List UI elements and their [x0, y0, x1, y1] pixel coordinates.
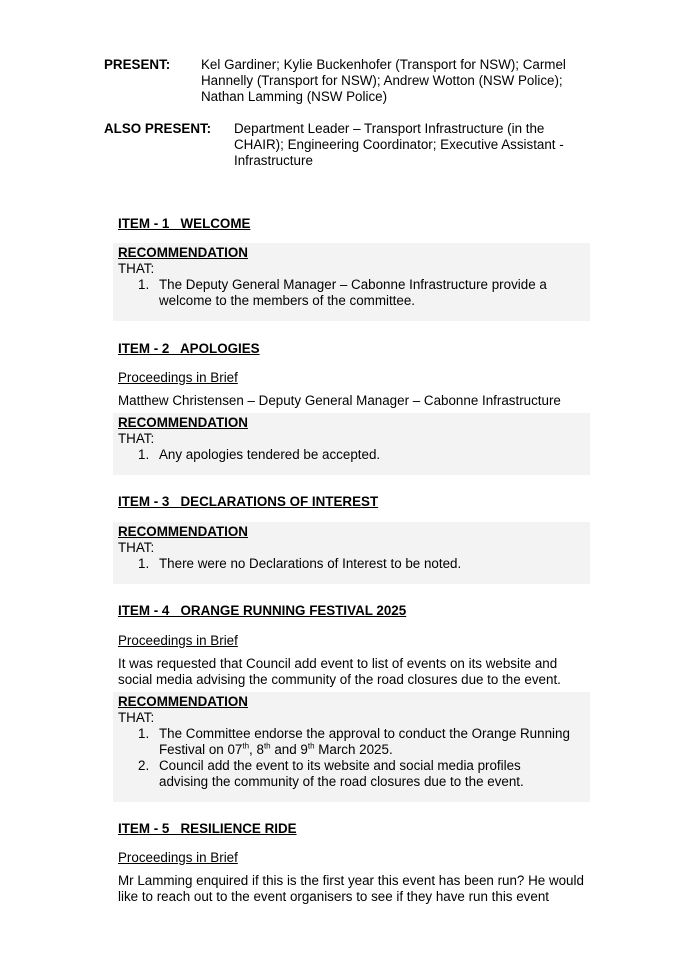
item-5-paragraph-line-2: like to reach out to the event organisers to see if they have run this event	[118, 889, 549, 904]
item-3-that: THAT:	[118, 540, 155, 555]
item-4-paragraph-line-2: social media advising the community of the road closures due to the event.	[118, 672, 561, 687]
item-2-that: THAT:	[118, 431, 155, 446]
item-1-point-1-line-1: The Deputy General Manager – Cabonne Infrastructure provide a	[159, 277, 547, 292]
also-present-label: ALSO PRESENT:	[104, 121, 212, 136]
item-4-point-1-line-1: The Committee endorse the approval to conduct the Orange Running	[159, 726, 570, 741]
item-5-proceedings-label: Proceedings in Brief	[118, 850, 238, 865]
item-3-point-1-line-1: There were no Declarations of Interest to be noted.	[159, 556, 462, 571]
present-line-2: Hannelly (Transport for NSW); Andrew Wotton (NSW Police);	[201, 73, 563, 88]
item-4-point-2-number: 2.	[138, 758, 150, 773]
item-5-heading: ITEM - 5 RESILIENCE RIDE	[118, 821, 297, 836]
item-1-that: THAT:	[118, 261, 155, 276]
item-2-recommendation-label: RECOMMENDATION	[118, 415, 248, 430]
item-1-heading: ITEM - 1 WELCOME	[118, 216, 251, 231]
present-line-3: Nathan Lamming (NSW Police)	[201, 89, 388, 104]
also-present-line-2: CHAIR); Engineering Coordinator; Executive Assistant -	[234, 137, 564, 152]
item-4-heading: ITEM - 4 ORANGE RUNNING FESTIVAL 2025	[118, 603, 407, 618]
item-1-point-1-number: 1.	[138, 277, 150, 292]
item-2-paragraph: Matthew Christensen – Deputy General Manager – Cabonne Infrastructure	[118, 393, 561, 408]
item-1-recommendation-label: RECOMMENDATION	[118, 245, 248, 260]
item-4-that: THAT:	[118, 710, 155, 725]
item-4-point-1-line-2: Festival on 07th, 8th and 9th March 2025.	[159, 741, 393, 757]
item-4-point-2-line-2: advising the community of the road closures due to the event.	[159, 774, 524, 789]
item-1-point-1-line-2: welcome to the members of the committee.	[159, 293, 416, 308]
item-4-paragraph-line-1: It was requested that Council add event to list of events on its website and	[118, 656, 558, 671]
also-present-line-3: Infrastructure	[234, 153, 313, 168]
item-2-point-1-number: 1.	[138, 447, 150, 462]
present-label: PRESENT:	[104, 57, 171, 72]
item-4-recommendation-label: RECOMMENDATION	[118, 694, 248, 709]
item-2-proceedings-label: Proceedings in Brief	[118, 370, 238, 385]
item-4-proceedings-label: Proceedings in Brief	[118, 633, 238, 648]
present-line-1: Kel Gardiner; Kylie Buckenhofer (Transport for NSW); Carmel	[201, 57, 566, 72]
item-2-heading: ITEM - 2 APOLOGIES	[118, 341, 260, 356]
item-4-point-2-line-1: Council add the event to its website and social media profiles	[159, 758, 521, 773]
also-present-line-1: Department Leader – Transport Infrastructure (in the	[234, 121, 545, 136]
item-3-recommendation-label: RECOMMENDATION	[118, 524, 248, 539]
item-3-point-1-number: 1.	[138, 556, 150, 571]
item-3-heading: ITEM - 3 DECLARATIONS OF INTEREST	[118, 494, 379, 509]
item-5-paragraph-line-1: Mr Lamming enquired if this is the first year this event has been run? He would	[118, 873, 584, 888]
item-2-point-1-line-1: Any apologies tendered be accepted.	[159, 447, 381, 462]
item-4-point-1-number: 1.	[138, 726, 150, 741]
